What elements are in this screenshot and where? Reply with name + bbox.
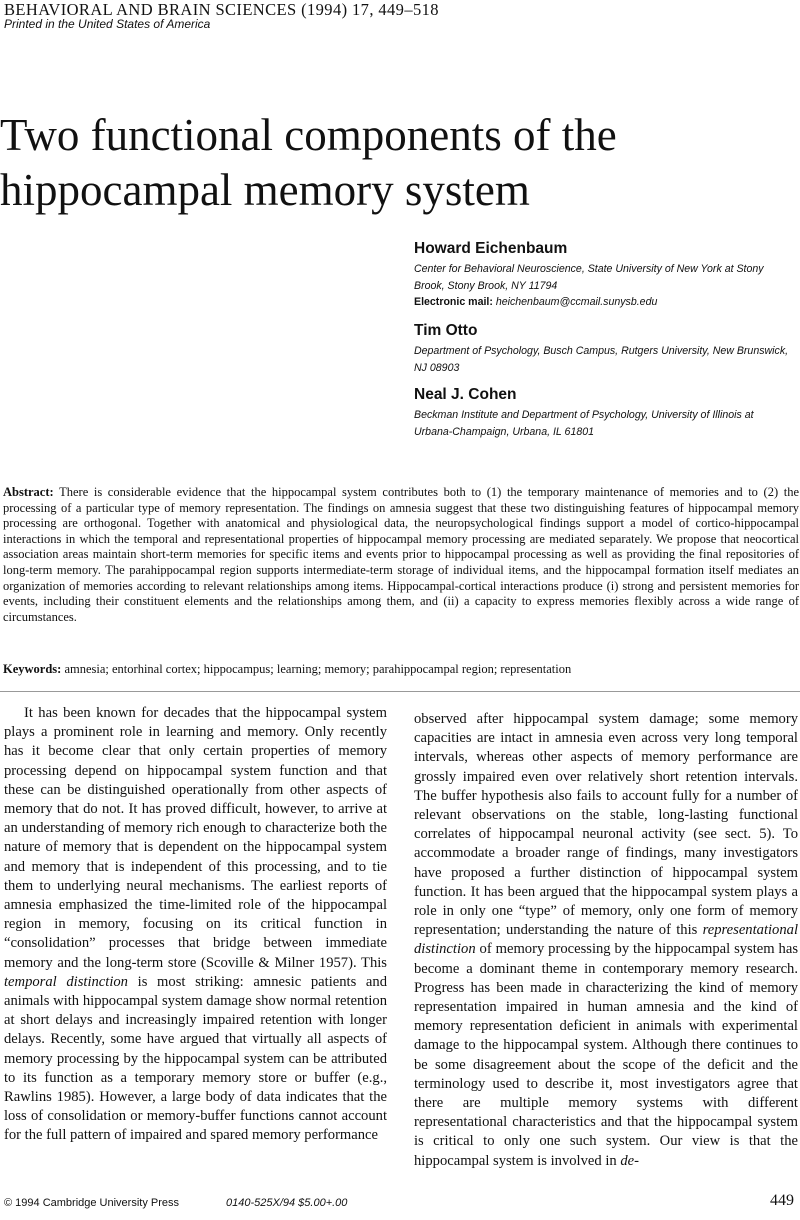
author-name: Neal J. Cohen [414, 386, 517, 403]
keywords-text: amnesia; entorhinal cortex; hippocampus; learning; memory; parahippocampal region; representation [64, 662, 572, 676]
body-column-left [4, 704, 387, 1146]
author-affiliation: Department of Psychology, Busch Campus, Rutgers University, New Brunswick, NJ 08903 [414, 345, 789, 374]
body-text: is most striking: amnesic patients and animals with hippocampal system damage show normal retention at short delays and increasingly impaired retention with longer delays. Recently, some have argued that virtually all aspects of memory processing by the hippocampal system can be attributed to its function as a temporary memory store or buffer (e.g., Rawlins 1985). However, a large body of data indicates that the loss of consolidation or memory-buffer functions cannot account for the full pattern of impaired and spared memory performance [4, 973, 387, 1144]
printed-notice: Printed in the United States of America [4, 17, 211, 31]
issn-price: 0140-525X/94 $5.00+.00 [226, 1197, 348, 1209]
author-name: Howard Eichenbaum [414, 240, 568, 257]
author-affiliation: Beckman Institute and Department of Psychology, University of Illinois at Urbana-Champaign, Urbana, IL 61801 [414, 409, 754, 438]
author-affiliation: Center for Behavioral Neuroscience, State University of New York at Stony Brook, Stony Brook, NY 11794 [414, 263, 764, 292]
body-text: of memory processing by the hippocampal system has become a dominant theme in contemporary memory research. Progress has been made in characterizing the kind of memory representation impaired in human amnesia and the kind of memory representation deficient in animals with experimental damage to the hippocampal system. Although there continues to be some disagreement about the scope of the deficit and the terminology used to describe it, most investigators agree that there are multiple memory systems with different representational characteristics and that the hippocampal system is critical to only one such system. Our view is that the hippocampal system is involved in [414, 941, 798, 1169]
keywords [3, 661, 799, 677]
email-label: Electronic mail: [414, 296, 493, 308]
author-email [414, 294, 794, 310]
abstract-text: There is considerable evidence that the hippocampal system contributes both to (1) the temporary maintenance of memories and to (2) the processing of a particular type of memory representation. The findings on amnesia suggest that these two distinguishing features of hippocampal memory processing are orthogonal. Together with anatomical and physiological data, the neuropsychological findings support a model of cortico-hippocampal interactions in which the temporal and representational properties of hippocampal memory processing are mediated separately. We propose that neocortical association areas maintain short-term memories for specific items and events prior to hippocampal processing as well as providing the final repositories of long-term memory. The parahippocampal region supports intermediate-term storage of individual items, and the hippocampal formation itself mediates an organization of memories according to relevant relationships among items. Hippocampal-cortical interactions produce (i) strong and persistent memories for events, including their constituent elements and the relationships among them, and (ii) a capacity to express memories flexibly across a wide range of circumstances. [3, 485, 800, 624]
keywords-label: Keywords: [3, 662, 62, 676]
email-address[interactable]: heichenbaum@ccmail.sunysb.edu [495, 296, 658, 308]
author-block-3 [414, 385, 794, 440]
emphasis-term: representational distinction [414, 922, 798, 958]
abstract-label: Abstract: [3, 485, 54, 499]
emphasis-term: temporal distinction [4, 973, 128, 990]
body-text: It has been known for decades that the hippocampal system plays a prominent role in learning and memory. Only recently has it become clear that only certain properties of memory processing depend on hippocampal system function and that these can be distinguished operationally from other aspects of memory that do not. It has proved difficult, however, to arrive at an understanding of memory rich enough to characterize both the nature of memory that is dependent on the hippocampal system and memory that is independent of this processing, and to tie them to underlying neural mechanisms. The earliest reports of amnesia emphasized the time-limited role of the hippocampal region in memory, focusing on its critical function in “consolidation” processes that bridge between immediate memory and the long-term store (Scoville & Milner 1957). This [4, 705, 387, 971]
author-name: Tim Otto [414, 322, 478, 339]
author-block-2 [414, 321, 794, 376]
abstract [3, 485, 799, 625]
author-block-1 [414, 239, 794, 310]
journal-header: BEHAVIORAL AND BRAIN SCIENCES (1994) 17, 449–518 [4, 0, 439, 19]
article-title: Two functional components of the hippocampal memory system [0, 110, 617, 215]
section-divider [0, 691, 800, 692]
body-text: observed after hippocampal system damage; some memory capacities are intact in amnesia even across very long temporal intervals, whereas other aspects of memory performance are grossly impaired even over relatively short retention intervals. The buffer hypothesis also fails to account fully for a number of relevant observations on the stable, long-lasting functional correlates of hippocampal neuronal activity (see sect. 5). To accommodate a broader range of findings, many investigators have proposed a further distinction of hippocampal system function. It has been argued that the hippocampal system plays a role in only one “type” of memory, only one form of memory representation; understanding the nature of this [414, 711, 798, 939]
hyphenated-word-fragment: de- [620, 1152, 639, 1169]
copyright-notice: © 1994 Cambridge University Press [4, 1197, 180, 1209]
page-number: 449 [770, 1192, 794, 1209]
body-column-right [414, 710, 798, 1171]
